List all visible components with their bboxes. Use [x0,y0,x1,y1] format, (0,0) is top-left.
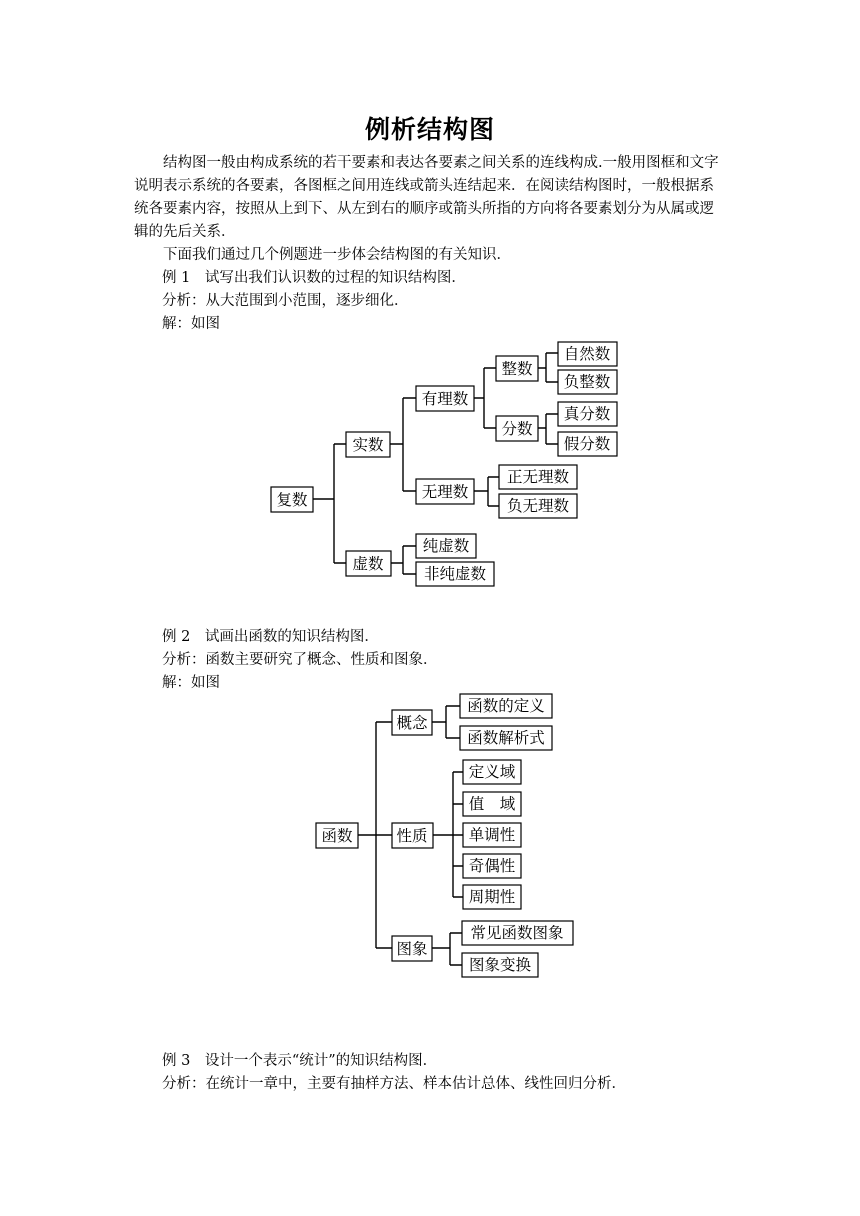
node-definition [460,694,552,718]
example3-analysis: 分析：在统计一章中，主要有抽样方法、样本估计总体、线性回归分析． [162,1076,626,1092]
svg-text:有理数: 有理数 [421,390,469,408]
svg-text:负整数: 负整数 [563,373,611,391]
svg-text:奇偶性: 奇偶性 [468,857,516,875]
svg-text:正无理数: 正无理数 [506,468,570,486]
svg-text:分数: 分数 [501,420,533,438]
svg-text:单调性: 单调性 [468,826,516,844]
svg-text:函数: 函数 [321,827,353,845]
node-function [316,823,358,848]
svg-text:图象变换: 图象变换 [468,956,532,974]
edge-property [433,772,463,897]
node-parity [463,854,521,878]
svg-text:周期性: 周期性 [468,888,516,906]
node-graph [392,936,432,961]
svg-text:实数: 实数 [352,436,384,454]
node-periodic [463,885,521,909]
example1-solution: 解：如图 [162,316,220,332]
svg-text:概念: 概念 [396,714,428,732]
svg-text:非纯虚数: 非纯虚数 [423,565,487,583]
node-graph-transform [462,953,538,977]
node-domain [463,760,521,784]
example2-analysis: 分析：函数主要研究了概念、性质和图象． [162,652,438,668]
svg-text:整数: 整数 [501,360,533,378]
svg-text:图象: 图象 [396,940,428,958]
svg-text:函数的定义: 函数的定义 [467,697,545,715]
svg-text:纯虚数: 纯虚数 [422,537,470,555]
node-concept [392,710,432,735]
edge-function-root [358,722,392,948]
svg-text:常见函数图象: 常见函数图象 [470,924,564,942]
edge-concept [432,706,460,738]
svg-text:性质: 性质 [396,827,428,845]
node-range [463,792,521,816]
svg-text:虚数: 虚数 [352,555,384,573]
node-monotonic [463,823,521,847]
svg-text:负无理数: 负无理数 [506,497,570,515]
node-expression [460,726,552,750]
page-title: 例析结构图 [364,115,495,144]
svg-text:自然数: 自然数 [563,345,611,363]
svg-text:复数: 复数 [276,491,308,509]
node-property [392,823,433,848]
example2-question: 例 2 试画出函数的知识结构图． [162,629,379,645]
intro-paragraph-1: 结构图一般由构成系统的若干要素和表达各要素之间关系的连线构成.一般用图框和文字说明表示系统的各要素，各图框之间用连线或箭头连结起来．在阅读结构图时，一般根据系统各要素内容，按照从上到下、从左到右的顺序或箭头所指的方向将各要素划分为从属或逻辑的先后关系． [134,155,719,240]
example3-question: 例 3 设计一个表示“统计”的知识结构图． [162,1053,438,1069]
svg-text:假分数: 假分数 [563,435,611,453]
svg-text:值 域: 值 域 [468,795,516,813]
example1-analysis: 分析：从大范围到小范围，逐步细化． [162,293,409,309]
example1-question: 例 1 试写出我们认识数的过程的知识结构图． [162,270,466,286]
svg-text:无理数: 无理数 [421,483,469,501]
svg-text:定义域: 定义域 [468,763,516,781]
svg-text:真分数: 真分数 [563,405,611,423]
edge-graph [432,933,462,965]
example2-solution: 解：如图 [162,675,220,691]
node-common-graphs [462,921,573,945]
intro-paragraph-2: 下面我们通过几个例题进一步体会结构图的有关知识． [163,247,511,263]
svg-text:函数解析式: 函数解析式 [467,729,545,747]
